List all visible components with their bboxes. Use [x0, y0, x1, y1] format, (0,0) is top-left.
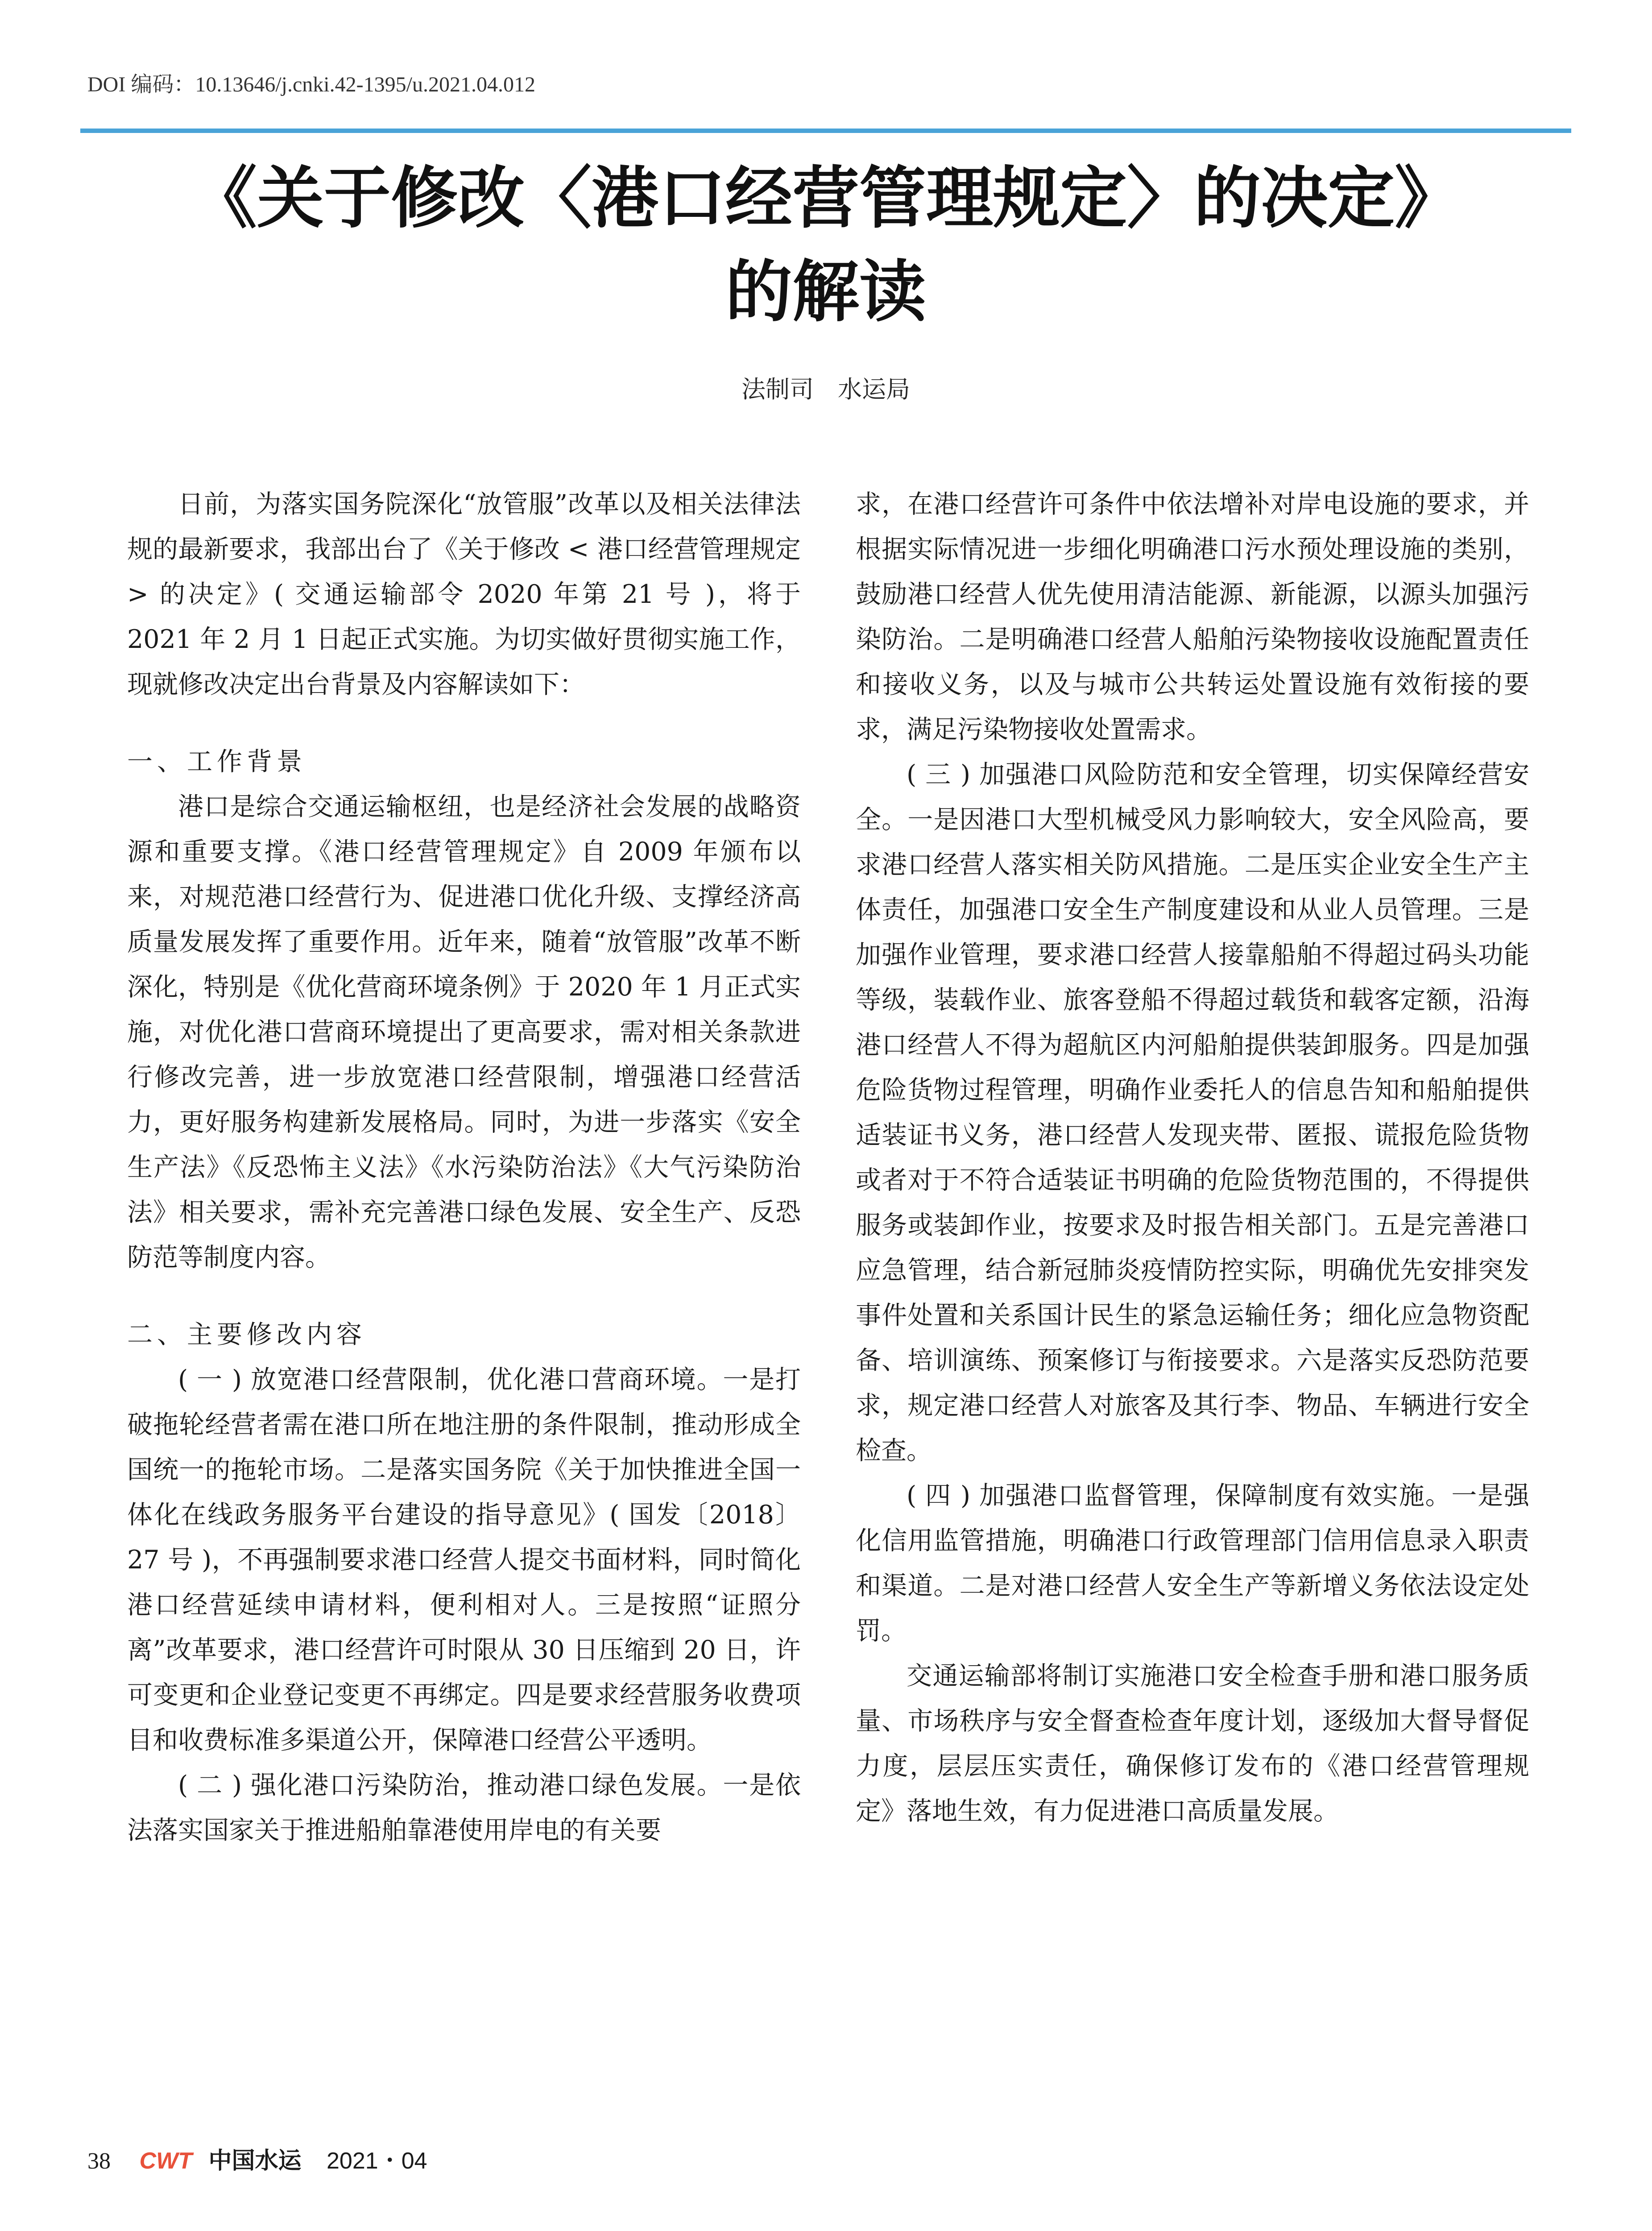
title-line-2: 的解读 — [725, 253, 926, 331]
article-authors: 法制司 水运局 — [741, 375, 910, 403]
closing-paragraph: 交通运输部将制订实施港口安全检查手册和港口服务质量、市场秩序与安全督查检查年度计划，逐级加大督导督促力度，层层压实责任，确保修订发布的《港口经营管理规定》落地生效，有力促进港口高质量发展。 — [856, 1661, 1529, 1826]
change-item-2-paragraph-cont: 求，在港口经营许可条件中依法增补对岸电设施的要求，并根据实际情况进一步细化明确港口污水预处理设施的类别，鼓励港口经营人优先使用清洁能源、新能源，以源头加强污染防治。二是明确港口经营人船舶污染物接收设施配置责任和接收义务，以及与城市公共转运处置设施有效衔接的要求，满足污染物接收处置需求。 — [856, 489, 1529, 744]
background-paragraph: 港口是综合交通运输枢纽，也是经济社会发展的战略资源和重要支撑。《港口经营管理规定》自 2009 年颁布以来，对规范港口经营行为、促进港口优化升级、支撑经济高质量发展发挥了重要作用。近年来，随着“放管服”改革不断深化，特别是《优化营商环境条例》于 2020 年 1 月正式实施，对优化港口营商环境提出了更高要求，需对相关条款进行修改完善，进一步放宽港口经营限制，增强港口经营活力，更好服务构建新发展格局。同时，为进一步落实《安全生产法》《反恐怖主义法》《水污染防治法》《大气污染防治法》相关要求，需补充完善港口绿色发展、安全生产、反恐防范等制度内容。 — [127, 792, 801, 1272]
article-title — [80, 152, 1571, 339]
page-number: 38 — [87, 2148, 111, 2174]
journal-issue: 2021・04 — [327, 2148, 427, 2174]
journal-logo: CWT — [139, 2148, 192, 2174]
page-footer — [87, 2142, 427, 2175]
journal-name: 中国水运 — [208, 2148, 302, 2174]
section-heading-background: 一、工作背景 — [127, 747, 306, 776]
right-column — [856, 482, 1529, 1834]
doi-label: DOI 编码：10.13646/j.cnki.42-1395/u.2021.04.012 — [87, 73, 535, 96]
change-item-4-paragraph: ( 四 ) 加强港口监督管理，保障制度有效实施。一是强化信用监管措施，明确港口行政管理部门信用信息录入职责和渠道。二是对港口经营人安全生产等新增义务依法设定处罚。 — [856, 1481, 1529, 1646]
left-column — [127, 482, 801, 1853]
intro-paragraph: 日前，为落实国务院深化“放管服”改革以及相关法律法规的最新要求，我部出台了《关于修改 < 港口经营管理规定 > 的决定》( 交通运输部令 2020 年第 21 号 )，将于 2021 年 2 月 1 日起正式实施。为切实做好贯彻实施工作，现就修改决定出台背景及内容解读如下： — [127, 489, 801, 699]
change-item-3-paragraph: ( 三 ) 加强港口风险防范和安全管理，切实保障经营安全。一是因港口大型机械受风力影响较大，安全风险高，要求港口经营人落实相关防风措施。二是压实企业安全生产主体责任，加强港口安全生产制度建设和从业人员管理。三是加强作业管理，要求港口经营人接靠船舶不得超过码头功能等级，装载作业、旅客登船不得超过载货和载客定额，沿海港口经营人不得为超航区内河船舶提供装卸服务。四是加强危险货物过程管理，明确作业委托人的信息告知和船舶提供适装证书义务，港口经营人发现夹带、匿报、谎报危险货物或者对于不符合适装证书明确的危险货物范围的，不得提供服务或装卸作业，按要求及时报告相关部门。五是完善港口应急管理，结合新冠肺炎疫情防控实际，明确优先安排突发事件处置和关系国计民生的紧急运输任务；细化应急物资配备、培训演练、预案修订与衔接要求。六是落实反恐防范要求，规定港口经营人对旅客及其行李、物品、车辆进行安全检查。 — [856, 760, 1529, 1465]
section-heading-main-changes: 二、主要修改内容 — [127, 1320, 366, 1349]
title-line-1: 《关于修改〈港口经营管理规定〉的决定》 — [190, 160, 1462, 237]
change-item-1-paragraph: ( 一 ) 放宽港口经营限制，优化港口营商环境。一是打破拖轮经营者需在港口所在地注册的条件限制，推动形成全国统一的拖轮市场。二是落实国务院《关于加快推进全国一体化在线政务服务平台建设的指导意见》( 国发〔2018〕27 号 )，不再强制要求港口经营人提交书面材料，同时简化港口经营延续申请材料，便利相对人。三是按照“证照分离”改革要求，港口经营许可时限从 30 日压缩到 20 日，许可变更和企业登记变更不再绑定。四是要求经营服务收费项目和收费标准多渠道公开，保障港口经营公平透明。 — [127, 1365, 801, 1755]
header-rule — [80, 129, 1571, 133]
change-item-2-paragraph-start: ( 二 ) 强化港口污染防治，推动港口绿色发展。一是依法落实国家关于推进船舶靠港使用岸电的有关要 — [127, 1771, 801, 1845]
